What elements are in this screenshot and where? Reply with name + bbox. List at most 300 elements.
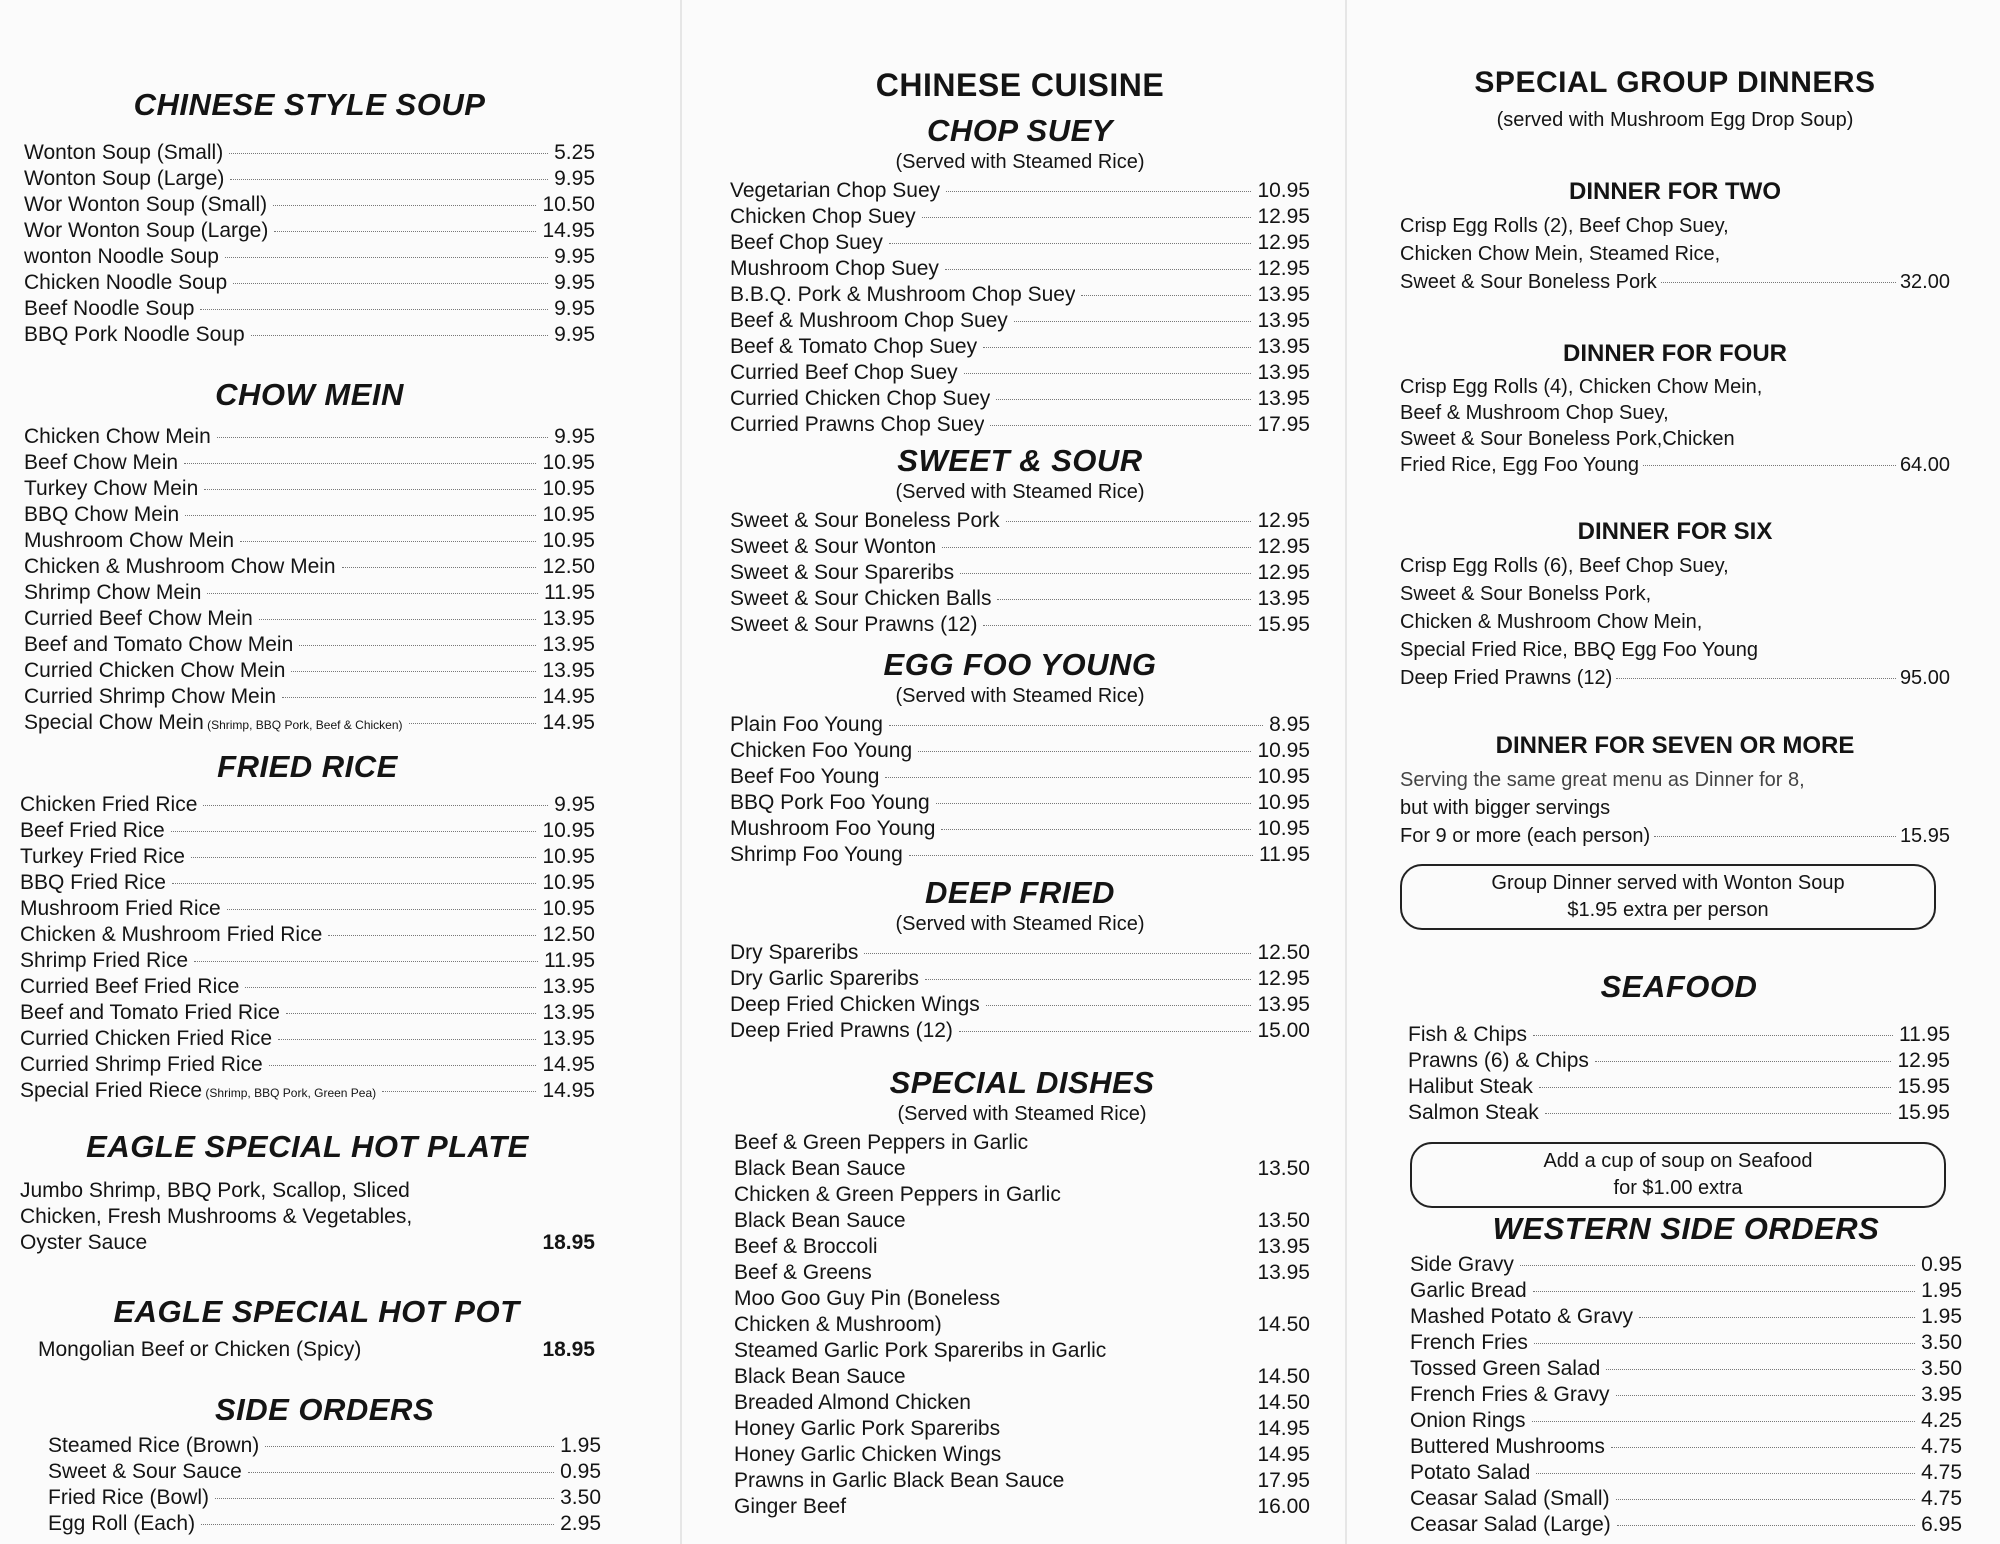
item-name: Curried Chicken Chow Mein <box>24 659 286 682</box>
menu-item <box>1408 1048 1950 1074</box>
item-name: Beef Foo Young <box>730 765 880 788</box>
item-price: 13.95 <box>1257 387 1310 410</box>
section-title: CHOP SUEY <box>927 113 1113 148</box>
menu-item <box>20 948 595 974</box>
item-name: Special Chow Mein (Shrimp, BBQ Pork, Beef & Chicken) <box>24 711 403 734</box>
menu-item <box>20 1026 595 1052</box>
leader-dots <box>997 599 1251 600</box>
item-list <box>1410 1252 1962 1538</box>
item-price: 12.50 <box>542 923 595 946</box>
dinner-title: DINNER FOR SIX <box>1577 518 1773 545</box>
leader-dots <box>194 961 538 962</box>
item-price: 14.50 <box>1257 1391 1310 1414</box>
item-name: Chicken Chow Mein <box>24 425 211 448</box>
menu-item <box>24 684 595 710</box>
item-name: Beef Noodle Soup <box>24 297 195 320</box>
fried-rice-section <box>20 750 595 1104</box>
leader-dots <box>229 153 548 154</box>
dinner-description <box>1400 766 1950 850</box>
menu-item <box>730 966 1310 992</box>
item-list <box>48 1433 601 1537</box>
item-name: Mushroom Fried Rice <box>20 897 221 920</box>
item-price: 13.95 <box>1257 309 1310 332</box>
description-line: Chicken Chow Mein, Steamed Rice, <box>1400 243 1721 265</box>
menu-item <box>20 974 595 1000</box>
item-price: 13.95 <box>1257 335 1310 358</box>
leader-dots <box>185 515 536 516</box>
price: 64.00 <box>1899 454 1950 476</box>
leader-dots <box>227 909 537 910</box>
item-list <box>730 178 1310 438</box>
item-price: 4.75 <box>1921 1435 1962 1458</box>
leader-dots <box>204 489 536 490</box>
menu-item <box>24 658 595 684</box>
leader-dots <box>925 979 1251 980</box>
leader-dots <box>184 463 536 464</box>
item-price: 12.50 <box>542 555 595 578</box>
item-price: 10.95 <box>1257 791 1310 814</box>
description-line: Sweet & Sour Boneless Pork 32.00 <box>1400 268 1950 296</box>
item-name: Wonton Soup (Small) <box>24 141 224 164</box>
menu-item-line <box>734 1416 1310 1442</box>
section-title: EGG FOO YOUNG <box>883 647 1157 682</box>
item-name: Ceasar Salad (Small) <box>1410 1487 1610 1510</box>
item-price: 14.95 <box>542 711 595 734</box>
description-line: Oyster Sauce 18.95 <box>20 1231 595 1254</box>
menu-item-line <box>734 1312 1310 1338</box>
chop-suey-section <box>730 114 1310 438</box>
sweet-sour-section <box>730 444 1310 638</box>
dinner-for-seven <box>1400 732 1950 850</box>
leader-dots <box>200 309 548 310</box>
menu-item-line <box>734 1156 1310 1182</box>
leader-dots <box>245 987 536 988</box>
menu-item <box>1410 1460 1962 1486</box>
item-price: 14.95 <box>1257 1443 1310 1466</box>
item-price: 12.95 <box>1897 1049 1950 1072</box>
item-name: BBQ Pork Foo Young <box>730 791 930 814</box>
section-subtitle: (served with Mushroom Egg Drop Soup) <box>1496 109 1854 131</box>
item-name: French Fries <box>1410 1331 1528 1354</box>
description-line: Deep Fried Prawns (12) 95.00 <box>1400 664 1950 692</box>
item-price: 13.95 <box>1257 361 1310 384</box>
leader-dots <box>918 751 1251 752</box>
item-name: Chicken Chop Suey <box>730 205 916 228</box>
item-name: Beef Chop Suey <box>730 231 883 254</box>
item-price: 11.95 <box>1259 843 1310 866</box>
note-line: Add a cup of soup on Seafood <box>1543 1150 1813 1172</box>
item-name: Curried Shrimp Fried Rice <box>20 1053 263 1076</box>
item-name: BBQ Pork Noodle Soup <box>24 323 245 346</box>
item-price: 13.95 <box>1257 1261 1310 1284</box>
leader-dots <box>240 541 536 542</box>
menu-item <box>730 560 1310 586</box>
item-price: 10.95 <box>542 503 595 526</box>
item-price: 13.95 <box>1257 1235 1310 1258</box>
group-dinners-header <box>1400 66 1950 136</box>
leader-dots <box>269 1065 537 1066</box>
menu-item-line <box>734 1260 1310 1286</box>
item-price: 10.95 <box>542 897 595 920</box>
item-price: 5.25 <box>554 141 595 164</box>
menu-item <box>24 270 595 296</box>
menu-item <box>730 508 1310 534</box>
dinner-for-four <box>1400 340 1950 478</box>
dinner-for-two <box>1400 178 1950 296</box>
menu-item <box>24 218 595 244</box>
item-name: Dry Garlic Spareribs <box>730 967 920 990</box>
menu-item <box>24 192 595 218</box>
dinner-title: DINNER FOR SEVEN OR MORE <box>1495 732 1855 759</box>
seafood-section <box>1408 970 1950 1126</box>
leader-dots <box>282 697 536 698</box>
price: 18.95 <box>542 1338 595 1361</box>
item-name: Sweet & Sour Boneless Pork <box>730 509 1000 532</box>
item-price: 13.50 <box>1257 1209 1310 1232</box>
leader-dots <box>286 1013 537 1014</box>
western-section <box>1410 1212 1962 1538</box>
item-name: Breaded Almond Chicken <box>734 1391 971 1414</box>
leader-dots <box>274 231 536 232</box>
menu-item-line <box>734 1442 1310 1468</box>
leader-dots <box>172 883 537 884</box>
item-price: 8.95 <box>1269 713 1310 736</box>
menu-item <box>1410 1330 1962 1356</box>
menu-item <box>20 896 595 922</box>
item-name: Sweet & Sour Prawns (12) <box>730 613 978 636</box>
menu-item-line <box>734 1130 1310 1156</box>
item-name: Mushroom Chow Mein <box>24 529 235 552</box>
item-name: Beef & Broccoli <box>734 1235 878 1258</box>
menu-item-line <box>734 1208 1310 1234</box>
item-price: 10.95 <box>1257 739 1310 762</box>
item-name: B.B.Q. Pork & Mushroom Chop Suey <box>730 283 1076 306</box>
item-name: Salmon Steak <box>1408 1101 1539 1124</box>
description-line: Chicken & Mushroom Chow Mein, <box>1400 611 1703 633</box>
hot-plate-section <box>20 1130 595 1256</box>
item-name: Chicken & Mushroom Chow Mein <box>24 555 336 578</box>
menu-item-line <box>734 1286 1310 1312</box>
special-dishes-section <box>734 1066 1310 1520</box>
item-price: 9.95 <box>554 425 595 448</box>
menu-item <box>24 322 595 348</box>
leader-dots <box>342 567 537 568</box>
item-price: 13.95 <box>1257 993 1310 1016</box>
item-name: Chicken Foo Young <box>730 739 913 762</box>
menu-item <box>730 764 1310 790</box>
description-line: Serving the same great menu as Dinner for 8, <box>1400 769 1805 791</box>
menu-item-line <box>734 1182 1310 1208</box>
leader-dots <box>291 671 536 672</box>
item-name: BBQ Fried Rice <box>20 871 166 894</box>
leader-dots <box>885 777 1251 778</box>
description-line: Fried Rice, Egg Foo Young 64.00 <box>1400 454 1950 476</box>
item-name: Curried Shrimp Chow Mein <box>24 685 277 708</box>
leader-dots <box>1617 1525 1915 1526</box>
menu-item <box>24 450 595 476</box>
item-price: 11.95 <box>544 581 595 604</box>
description-line: Sweet & Sour Bonelss Pork, <box>1400 583 1652 605</box>
dinner-title: DINNER FOR FOUR <box>1563 340 1787 367</box>
item-list <box>1408 1022 1950 1126</box>
menu-item <box>1410 1278 1962 1304</box>
item-name: Shrimp Chow Mein <box>24 581 202 604</box>
menu-item <box>730 992 1310 1018</box>
dinner-title: DINNER FOR TWO <box>1569 178 1781 205</box>
item-name: Curried Prawns Chop Suey <box>730 413 985 436</box>
menu-item <box>730 940 1310 966</box>
price: 95.00 <box>1899 667 1950 689</box>
menu-item <box>1410 1356 1962 1382</box>
item-name: Ceasar Salad (Large) <box>1410 1513 1611 1536</box>
hot-pot-description <box>38 1337 595 1363</box>
section-title: SPECIAL GROUP DINNERS <box>1474 66 1876 99</box>
section-title: SEAFOOD <box>1600 969 1758 1004</box>
item-name: Beef & Mushroom Chop Suey <box>730 309 1008 332</box>
item-price: 9.95 <box>554 271 595 294</box>
item-name: Mushroom Foo Young <box>730 817 936 840</box>
item-price: 0.95 <box>1921 1253 1962 1276</box>
leader-dots <box>1536 1473 1915 1474</box>
item-name: Garlic Bread <box>1410 1279 1527 1302</box>
item-price: 10.95 <box>542 477 595 500</box>
item-price: 6.95 <box>1921 1513 1962 1536</box>
menu-item <box>730 534 1310 560</box>
dinner-for-six <box>1400 518 1950 692</box>
section-title: CHOW MEIN <box>215 377 404 412</box>
menu-item <box>1408 1022 1950 1048</box>
menu-item <box>24 606 595 632</box>
item-note: (Shrimp, BBQ Pork, Green Pea) <box>202 1086 377 1100</box>
leader-dots <box>990 425 1251 426</box>
leader-dots <box>1534 1343 1915 1344</box>
item-price: 13.95 <box>542 1027 595 1050</box>
note-line: Group Dinner served with Wonton Soup <box>1491 872 1845 894</box>
item-price: 12.95 <box>1257 561 1310 584</box>
description-line: Mongolian Beef or Chicken (Spicy) 18.95 <box>38 1338 595 1361</box>
cuisine-header <box>740 68 1300 102</box>
item-name: Beef & Greens <box>734 1261 872 1284</box>
section-title: SWEET & SOUR <box>897 443 1143 478</box>
item-price: 15.95 <box>1897 1101 1950 1124</box>
item-price: 3.50 <box>560 1486 601 1509</box>
item-name: Black Bean Sauce <box>734 1157 906 1180</box>
price: 15.95 <box>1899 825 1950 847</box>
item-list <box>20 792 595 1104</box>
item-name: Shrimp Fried Rice <box>20 949 189 972</box>
description-line: but with bigger servings <box>1400 797 1611 819</box>
item-price: 11.95 <box>1899 1023 1950 1046</box>
menu-item <box>1410 1512 1962 1538</box>
item-name: Steamed Rice (Brown) <box>48 1434 260 1457</box>
item-name: Turkey Chow Mein <box>24 477 199 500</box>
item-name: Curried Beef Chow Mein <box>24 607 253 630</box>
price: 18.95 <box>542 1231 595 1254</box>
section-title: DEEP FRIED <box>925 875 1115 910</box>
menu-item <box>20 818 595 844</box>
leader-dots <box>1595 1061 1892 1062</box>
item-name: Ginger Beef <box>734 1495 847 1518</box>
item-price: 13.95 <box>542 633 595 656</box>
item-name: Curried Chicken Chop Suey <box>730 387 991 410</box>
leader-dots <box>1616 1395 1916 1396</box>
item-price: 11.95 <box>544 949 595 972</box>
deep-fried-section <box>730 876 1310 1044</box>
leader-dots <box>203 805 548 806</box>
menu-item <box>730 712 1310 738</box>
menu-item-line <box>734 1468 1310 1494</box>
leader-dots <box>1606 1369 1915 1370</box>
menu-item <box>24 166 595 192</box>
item-name: Side Gravy <box>1410 1253 1514 1276</box>
item-name: Curried Chicken Fried Rice <box>20 1027 273 1050</box>
hot-pot-section <box>38 1295 595 1363</box>
menu-item <box>730 816 1310 842</box>
leader-dots <box>382 1091 536 1092</box>
item-name: Chicken & Mushroom Fried Rice <box>20 923 323 946</box>
item-price: 1.95 <box>1921 1305 1962 1328</box>
item-price: 10.95 <box>542 845 595 868</box>
dinner-description <box>1400 212 1950 296</box>
item-name: Beef and Tomato Fried Rice <box>20 1001 280 1024</box>
menu-item <box>730 230 1310 256</box>
item-name: Shrimp Foo Young <box>730 843 903 866</box>
item-name: Egg Roll (Each) <box>48 1512 196 1535</box>
section-title: EAGLE SPECIAL HOT PLATE <box>86 1129 529 1164</box>
item-price: 3.95 <box>1921 1383 1962 1406</box>
item-name: Black Bean Sauce <box>734 1365 906 1388</box>
item-name: Curried Beef Fried Rice <box>20 975 240 998</box>
menu-item <box>730 1018 1310 1044</box>
leader-dots <box>959 1031 1252 1032</box>
description-line: Crisp Egg Rolls (6), Beef Chop Suey, <box>1400 555 1729 577</box>
description-line: Special Fried Rice, BBQ Egg Foo Young <box>1400 639 1758 661</box>
note-line: $1.95 extra per person <box>1567 899 1769 921</box>
menu-item <box>20 870 595 896</box>
menu-item <box>48 1459 601 1485</box>
leader-dots <box>328 935 536 936</box>
leader-dots <box>191 857 537 858</box>
item-price: 12.50 <box>1257 941 1310 964</box>
item-name: Beef & Green Peppers in Garlic <box>734 1131 1029 1154</box>
leader-dots <box>225 257 548 258</box>
leader-dots <box>171 831 537 832</box>
description-line: Chicken, Fresh Mushrooms & Vegetables, <box>20 1205 413 1228</box>
menu-item <box>730 204 1310 230</box>
leader-dots <box>945 269 1252 270</box>
leader-dots <box>1533 1035 1893 1036</box>
leader-dots <box>942 547 1251 548</box>
leader-dots <box>299 645 536 646</box>
menu-item <box>1410 1304 1962 1330</box>
item-price: 3.50 <box>1921 1357 1962 1380</box>
item-name: Honey Garlic Chicken Wings <box>734 1443 1002 1466</box>
item-name: Chicken Fried Rice <box>20 793 198 816</box>
leader-dots <box>1006 521 1252 522</box>
item-name: Sweet & Sour Sauce <box>48 1460 242 1483</box>
item-name: Moo Goo Guy Pin (Boneless <box>734 1287 1001 1310</box>
menu-item <box>20 1052 595 1078</box>
item-name: Potato Salad <box>1410 1461 1531 1484</box>
menu-item <box>48 1433 601 1459</box>
item-name: Honey Garlic Pork Spareribs <box>734 1417 1001 1440</box>
menu-item <box>1410 1434 1962 1460</box>
section-subtitle: (Served with Steamed Rice) <box>895 685 1145 707</box>
menu-item <box>24 244 595 270</box>
item-price: 10.95 <box>542 451 595 474</box>
item-name: Buttered Mushrooms <box>1410 1435 1605 1458</box>
item-name: Beef Fried Rice <box>20 819 165 842</box>
leader-dots <box>1520 1265 1915 1266</box>
leader-dots <box>1616 1499 1916 1500</box>
item-price: 12.95 <box>1257 509 1310 532</box>
leader-dots <box>1081 295 1251 296</box>
menu-item <box>1410 1486 1962 1512</box>
section-subtitle: (Served with Steamed Rice) <box>897 1103 1147 1125</box>
fold-line <box>1345 0 1347 1544</box>
menu-item <box>730 738 1310 764</box>
menu-item <box>730 386 1310 412</box>
item-price: 1.95 <box>560 1434 601 1457</box>
item-name: Onion Rings <box>1410 1409 1526 1432</box>
description-line: Beef & Mushroom Chop Suey, <box>1400 402 1669 424</box>
item-list <box>730 712 1310 868</box>
item-price: 9.95 <box>554 793 595 816</box>
menu-item <box>20 792 595 818</box>
menu-item <box>730 282 1310 308</box>
leader-dots <box>941 829 1251 830</box>
item-list <box>24 140 595 348</box>
wonton-soup-note <box>1400 864 1936 930</box>
menu-item-line <box>734 1364 1310 1390</box>
menu-item <box>20 1078 595 1104</box>
leader-dots <box>936 803 1252 804</box>
item-price: 14.95 <box>1257 1417 1310 1440</box>
leader-dots <box>983 625 1251 626</box>
menu-item <box>24 632 595 658</box>
menu-item <box>1408 1100 1950 1126</box>
item-price: 13.95 <box>542 1001 595 1024</box>
item-name: Curried Beef Chop Suey <box>730 361 958 384</box>
fold-line <box>680 0 682 1544</box>
leader-dots <box>1545 1113 1892 1114</box>
leader-dots <box>201 1524 554 1525</box>
leader-dots <box>864 953 1251 954</box>
leader-dots <box>1014 321 1252 322</box>
item-price: 15.95 <box>1257 613 1310 636</box>
page-title: CHINESE CUISINE <box>875 67 1165 103</box>
item-name: BBQ Chow Mein <box>24 503 180 526</box>
item-name: Wor Wonton Soup (Small) <box>24 193 268 216</box>
item-name: Fried Rice (Bowl) <box>48 1486 210 1509</box>
item-name: Beef & Tomato Chop Suey <box>730 335 978 358</box>
menu-item <box>20 1000 595 1026</box>
item-name: Prawns (6) & Chips <box>1408 1049 1589 1072</box>
item-name: Sweet & Sour Chicken Balls <box>730 587 992 610</box>
leader-dots <box>273 205 536 206</box>
item-list <box>24 424 595 736</box>
leader-dots <box>986 1005 1252 1006</box>
item-price: 13.95 <box>542 607 595 630</box>
item-name: Wor Wonton Soup (Large) <box>24 219 269 242</box>
soup-section <box>24 88 595 348</box>
leader-dots <box>251 335 549 336</box>
description-line: Crisp Egg Rolls (4), Chicken Chow Mein, <box>1400 376 1763 398</box>
note-line: for $1.00 extra <box>1613 1177 1743 1199</box>
item-name: Sweet & Sour Wonton <box>730 535 937 558</box>
item-price: 0.95 <box>560 1460 601 1483</box>
description-line: For 9 or more (each person) 15.95 <box>1400 822 1950 850</box>
